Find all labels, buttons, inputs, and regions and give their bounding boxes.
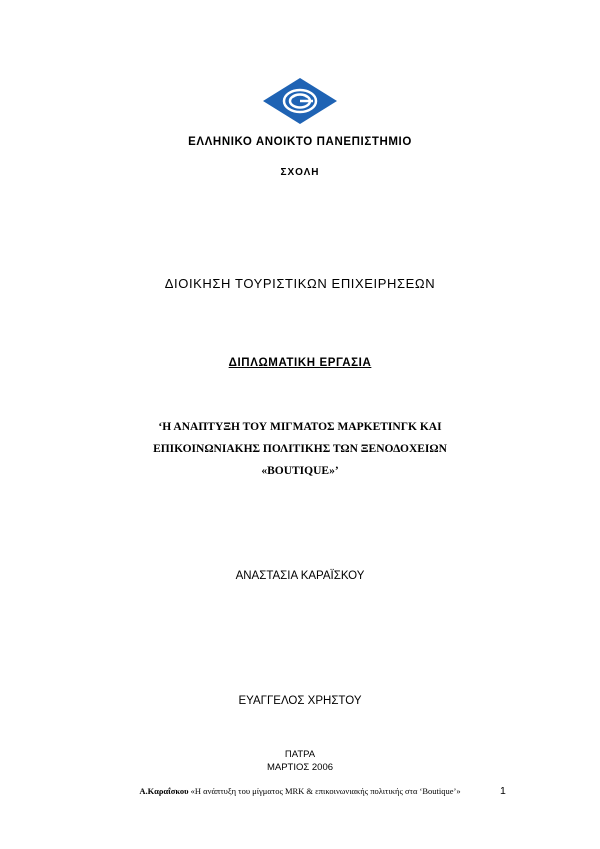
author-name: ΑΝΑΣΤΑΣΙΑ ΚΑΡΑΪΣΚΟΥ (235, 570, 365, 582)
date-label: ΜΑΡΤΙΟΣ 2006 (266, 762, 334, 773)
footer-author: Α.Καραΐσκου (139, 786, 189, 796)
university-name: ΕΛΛΗΝΙΚΟ ΑΝΟΙΚΤΟ ΠΑΝΕΠΙΣΤΗΜΙΟ (188, 136, 412, 148)
thesis-title-line-1: ‘Η ΑΝΑΠΤΥΞΗ ΤΟΥ ΜΙΓΜΑΤΟΣ ΜΑΡΚΕΤΙΝΓΚ ΚΑΙ (158, 421, 442, 433)
school-label: ΣΧΟΛΗ (280, 167, 320, 178)
thesis-title-line-2: ΕΠΙΚΟΙΝΩΝΙΑΚΗΣ ΠΟΛΙΤΙΚΗΣ ΤΩΝ ΞΕΝΟΔΟΧΕΙΩΝ (153, 443, 447, 455)
thesis-title (0, 416, 600, 482)
thesis-type-heading: ΔΙΠΛΩΜΑΤΙΚΗ ΕΡΓΑΣΙΑ (228, 357, 372, 369)
thesis-title-line-3: «BOUTIQUE»’ (261, 465, 339, 477)
university-logo-icon (263, 78, 337, 124)
place-date (0, 748, 600, 774)
city-label: ΠΑΤΡΑ (284, 749, 316, 760)
page-number: 1 (500, 785, 506, 797)
supervisor-name: ΕΥΑΓΓΕΛΟΣ ΧΡΗΣΤΟΥ (238, 695, 362, 707)
page-footer (100, 786, 500, 796)
program-title: ΔΙΟΙΚΗΣΗ ΤΟΥΡΙΣΤΙΚΩΝ ΕΠΙΧΕΙΡΗΣΕΩΝ (164, 276, 436, 291)
footer-text: «Η ανάπτυξη του μίγματος MRK & επικοινωνιακής πολιτικής στα ‘Boutique’» (190, 786, 461, 796)
